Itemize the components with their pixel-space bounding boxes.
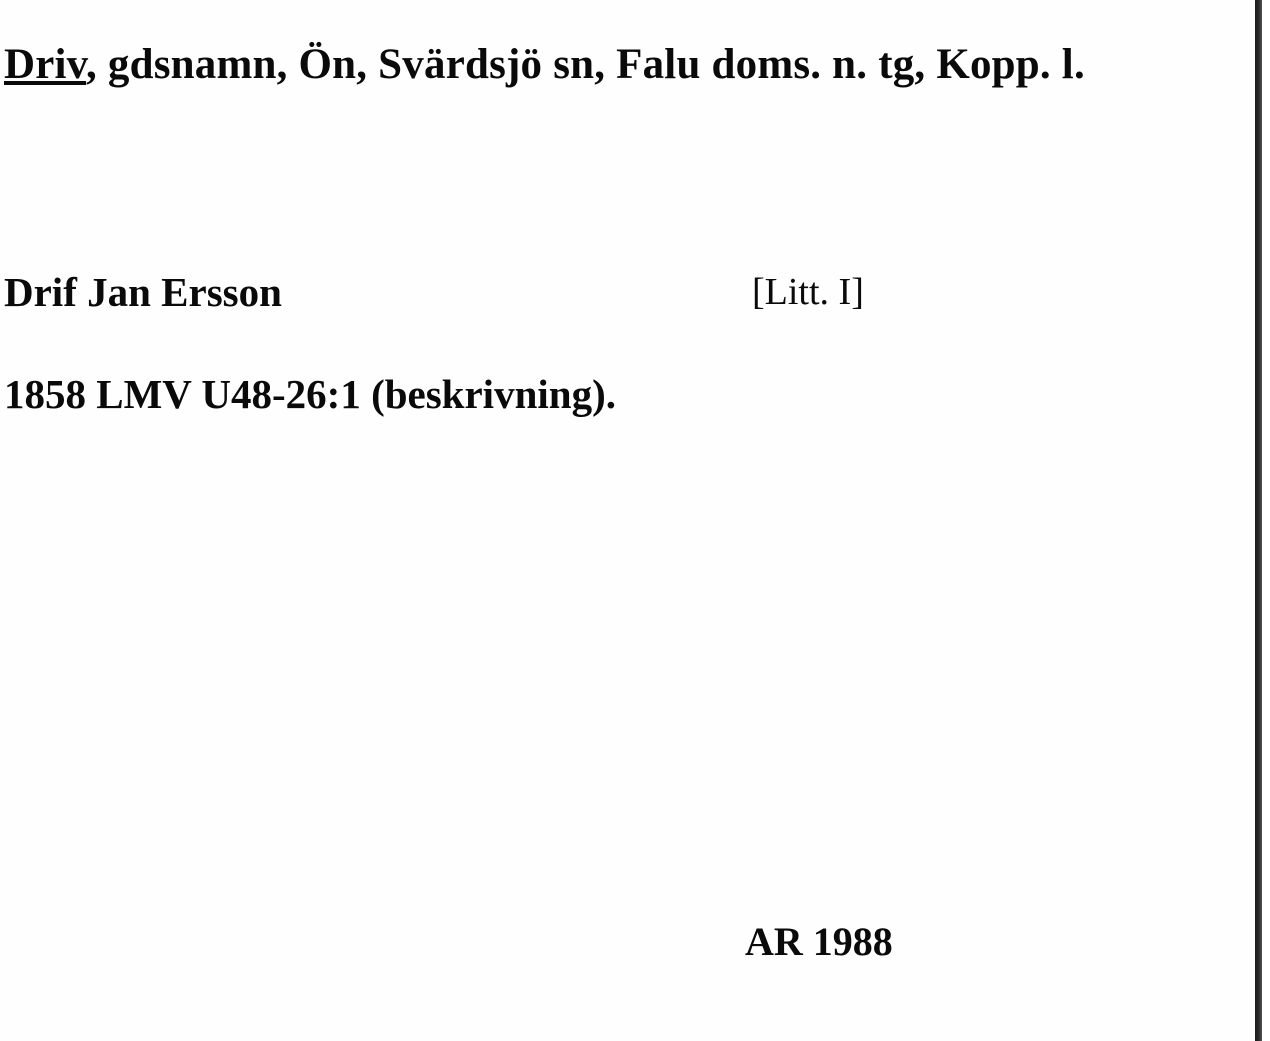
entry-name: Drif Jan Ersson [4,269,282,315]
headword: Driv [4,41,87,88]
scan-edge [1255,0,1262,1041]
headword-line [4,40,1085,89]
entry-reference: [Litt. I] [752,271,864,313]
scan-margin [1262,0,1270,1041]
signature: AR 1988 [745,919,893,964]
headword-qualifiers: , gdsnamn, Ön, Svärdsjö sn, Falu doms. n. tg, Kopp. l. [86,41,1085,88]
source-line: 1858 LMV U48-26:1 (beskrivning). [4,371,616,417]
